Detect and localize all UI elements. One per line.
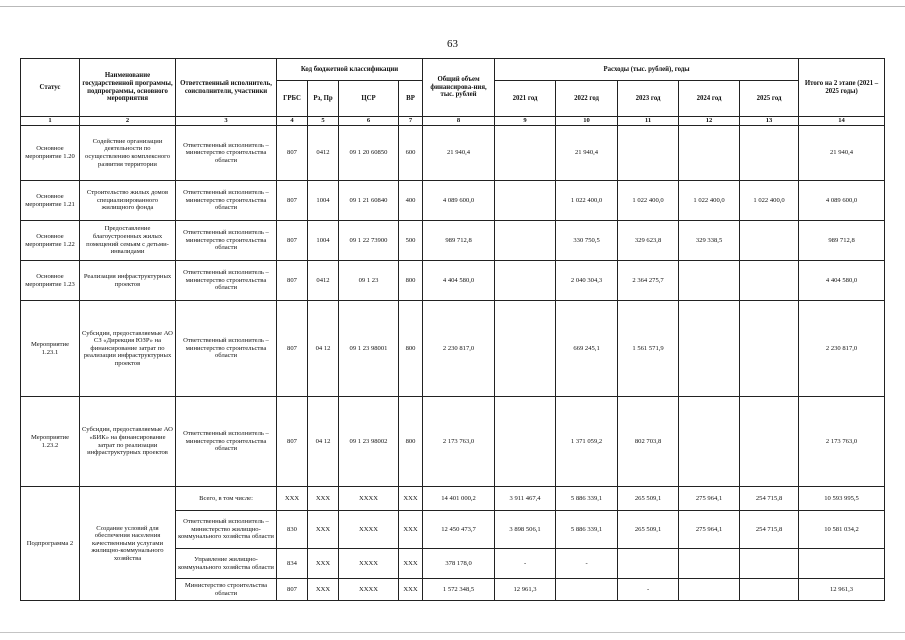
header-expenses: Расходы (тыс. рублей), годы (495, 59, 799, 81)
row-csr: XXXX (339, 511, 399, 549)
row-2023: - (618, 579, 679, 601)
row-2023: 1 561 571,9 (618, 301, 679, 397)
row-2022: 5 886 339,1 (556, 487, 618, 511)
row-vr: 800 (399, 261, 423, 301)
header-2023: 2023 год (618, 81, 679, 117)
row-grbs: 807 (277, 261, 308, 301)
budget-table (20, 58, 885, 601)
header-rzpr: Рз, Пр (308, 81, 339, 117)
row-total: 12 450 473,7 (423, 511, 495, 549)
col-number: 10 (556, 117, 618, 126)
row-total: 4 404 580,0 (423, 261, 495, 301)
row-responsible: Ответственный исполнитель – министерство строительства области (176, 261, 277, 301)
header-2025: 2025 год (740, 81, 799, 117)
row-responsible: Управление жилищно-коммунального хозяйства области (176, 549, 277, 579)
row-csr: XXXX (339, 549, 399, 579)
row-2021: 3 898 506,1 (495, 511, 556, 549)
row-2024: 275 964,1 (679, 511, 740, 549)
row-rzpr: 04 12 (308, 301, 339, 397)
row-vr: 500 (399, 221, 423, 261)
row-2024 (679, 397, 740, 487)
header-2024: 2024 год (679, 81, 740, 117)
row-2021 (495, 261, 556, 301)
row-2023: 1 022 400,0 (618, 181, 679, 221)
row-2024 (679, 261, 740, 301)
row-2021 (495, 397, 556, 487)
page-number: 63 (447, 38, 458, 50)
row-2022: 2 040 304,3 (556, 261, 618, 301)
row-grbs: 830 (277, 511, 308, 549)
col-number: 6 (339, 117, 399, 126)
row-2025 (740, 261, 799, 301)
row-name: Содействие организации деятельности по осуществлению комплексного развития территории (80, 126, 176, 181)
row-responsible: Ответственный исполнитель – министерство строительства области (176, 301, 277, 397)
row-total: 1 572 348,5 (423, 579, 495, 601)
row-csr: XXXX (339, 579, 399, 601)
col-number: 9 (495, 117, 556, 126)
row-itogo: 4 404 580,0 (799, 261, 885, 301)
row-rzpr: XXX (308, 549, 339, 579)
row-grbs: 807 (277, 181, 308, 221)
row-name: Реализация инфраструктурных проектов (80, 261, 176, 301)
col-number: 12 (679, 117, 740, 126)
row-2023: 265 509,1 (618, 511, 679, 549)
row-vr: XXX (399, 579, 423, 601)
header-name: Наименование государственной программы, подпрограммы, основного мероприятия (80, 59, 176, 117)
row-responsible: Ответственный исполнитель – министерство строительства области (176, 221, 277, 261)
row-status: Основное мероприятие 1.21 (21, 181, 80, 221)
row-total: 2 173 763,0 (423, 397, 495, 487)
row-vr: 800 (399, 397, 423, 487)
row-rzpr: 04 12 (308, 397, 339, 487)
row-itogo: 21 940,4 (799, 126, 885, 181)
col-number: 4 (277, 117, 308, 126)
row-rzpr: XXX (308, 579, 339, 601)
row-2025 (740, 397, 799, 487)
col-number: 7 (399, 117, 423, 126)
row-grbs: 834 (277, 549, 308, 579)
row-vr: XXX (399, 549, 423, 579)
row-vr: XXX (399, 511, 423, 549)
row-2022: 1 022 400,0 (556, 181, 618, 221)
header-total-volume: Общий объем финансирова-ния, тыс. рублей (423, 59, 495, 117)
header-itogo: Итого на 2 этапе (2021 – 2025 годы) (799, 59, 885, 117)
row-2021 (495, 221, 556, 261)
row-rzpr: 0412 (308, 261, 339, 301)
row-rzpr: XXX (308, 511, 339, 549)
row-2021: 3 911 467,4 (495, 487, 556, 511)
row-csr: 09 1 20 60850 (339, 126, 399, 181)
table-row (21, 301, 885, 397)
row-name: Субсидии, предоставляемые АО СЗ «Дирекция ЮЗР» на финансирование затрат по реализации инфраструктурных проектов (80, 301, 176, 397)
row-2023: 2 364 275,7 (618, 261, 679, 301)
row-2023: 802 703,8 (618, 397, 679, 487)
row-responsible: Министерство строительства области (176, 579, 277, 601)
row-csr: 09 1 23 (339, 261, 399, 301)
row-total: 4 089 600,0 (423, 181, 495, 221)
table-row (21, 126, 885, 181)
row-vr: 800 (399, 301, 423, 397)
row-responsible: Ответственный исполнитель – министерство жилищно-коммунального хозяйства области (176, 511, 277, 549)
col-number: 1 (21, 117, 80, 126)
row-itogo: 4 089 600,0 (799, 181, 885, 221)
row-2021 (495, 126, 556, 181)
row-2022: 330 750,5 (556, 221, 618, 261)
row-rzpr: 1004 (308, 221, 339, 261)
col-number: 14 (799, 117, 885, 126)
row-2025: 1 022 400,0 (740, 181, 799, 221)
table-row (21, 487, 885, 511)
row-status: Мероприятие 1.23.2 (21, 397, 80, 487)
row-grbs: 807 (277, 221, 308, 261)
row-itogo (799, 549, 885, 579)
row-2025: 254 715,8 (740, 487, 799, 511)
row-status: Основное мероприятие 1.22 (21, 221, 80, 261)
header-csr: ЦСР (339, 81, 399, 117)
col-number: 13 (740, 117, 799, 126)
row-2021: - (495, 549, 556, 579)
header-vr: ВР (399, 81, 423, 117)
header-grbs: ГРБС (277, 81, 308, 117)
table-row (21, 221, 885, 261)
row-2022: 21 940,4 (556, 126, 618, 181)
row-csr: 09 1 21 60840 (339, 181, 399, 221)
row-rzpr: XXX (308, 487, 339, 511)
row-2021 (495, 301, 556, 397)
row-2021 (495, 181, 556, 221)
column-number-row (21, 117, 885, 126)
row-2025: 254 715,8 (740, 511, 799, 549)
row-csr: 09 1 22 73900 (339, 221, 399, 261)
row-2024 (679, 126, 740, 181)
row-responsible: Ответственный исполнитель – министерство строительства области (176, 181, 277, 221)
row-2023: 265 509,1 (618, 487, 679, 511)
row-2024: 1 022 400,0 (679, 181, 740, 221)
row-2024 (679, 301, 740, 397)
row-vr: 400 (399, 181, 423, 221)
row-grbs: 807 (277, 579, 308, 601)
row-itogo: 989 712,8 (799, 221, 885, 261)
row-2024 (679, 579, 740, 601)
row-2023: 329 623,8 (618, 221, 679, 261)
row-total: 989 712,8 (423, 221, 495, 261)
bottom-rule (0, 632, 905, 633)
row-responsible: Всего, в том числе: (176, 487, 277, 511)
top-rule (0, 6, 905, 7)
row-itogo: 12 961,3 (799, 579, 885, 601)
row-2022: 669 245,1 (556, 301, 618, 397)
row-vr: 600 (399, 126, 423, 181)
row-rzpr: 1004 (308, 181, 339, 221)
row-itogo: 2 173 763,0 (799, 397, 885, 487)
row-total: 378 178,0 (423, 549, 495, 579)
row-2024 (679, 549, 740, 579)
row-2025 (740, 221, 799, 261)
header-2022: 2022 год (556, 81, 618, 117)
row-total: 14 401 000,2 (423, 487, 495, 511)
row-2022: - (556, 549, 618, 579)
row-responsible: Ответственный исполнитель – министерство строительства области (176, 397, 277, 487)
header-responsible: Ответственный исполнитель, соисполнители, участники (176, 59, 277, 117)
header-2021: 2021 год (495, 81, 556, 117)
row-2025 (740, 126, 799, 181)
row-vr: XXX (399, 487, 423, 511)
row-grbs: 807 (277, 397, 308, 487)
row-total: 21 940,4 (423, 126, 495, 181)
header-status: Статус (21, 59, 80, 117)
row-total: 2 230 817,0 (423, 301, 495, 397)
subprogram-status: Подпрограмма 2 (21, 487, 80, 601)
header-budget-code: Код бюджетной классификации (277, 59, 423, 81)
row-responsible: Ответственный исполнитель – министерство строительства области (176, 126, 277, 181)
row-grbs: 807 (277, 126, 308, 181)
row-2025 (740, 579, 799, 601)
table-row (21, 181, 885, 221)
row-grbs: XXX (277, 487, 308, 511)
col-number: 5 (308, 117, 339, 126)
table-row (21, 261, 885, 301)
row-itogo: 10 593 995,5 (799, 487, 885, 511)
row-2024: 275 964,1 (679, 487, 740, 511)
row-name: Строительство жилых домов специализированного жилищного фонда (80, 181, 176, 221)
row-2022 (556, 579, 618, 601)
row-itogo: 10 581 034,2 (799, 511, 885, 549)
col-number: 8 (423, 117, 495, 126)
row-2022: 5 886 339,1 (556, 511, 618, 549)
col-number: 11 (618, 117, 679, 126)
subprogram-name: Создание условий для обеспечения населения качественными услугами жилищно-коммунального хозяйства (80, 487, 176, 601)
row-name: Предоставление благоустроенных жилых помещений семьям с детьми-инвалидами (80, 221, 176, 261)
col-number: 3 (176, 117, 277, 126)
row-status: Мероприятие 1.23.1 (21, 301, 80, 397)
row-csr: 09 1 23 98001 (339, 301, 399, 397)
row-2024: 329 338,5 (679, 221, 740, 261)
row-grbs: 807 (277, 301, 308, 397)
row-rzpr: 0412 (308, 126, 339, 181)
row-csr: 09 1 23 98002 (339, 397, 399, 487)
row-status: Основное мероприятие 1.20 (21, 126, 80, 181)
col-number: 2 (80, 117, 176, 126)
row-status: Основное мероприятие 1.23 (21, 261, 80, 301)
row-itogo: 2 230 817,0 (799, 301, 885, 397)
row-2023 (618, 549, 679, 579)
row-2023 (618, 126, 679, 181)
row-2021: 12 961,3 (495, 579, 556, 601)
table-row (21, 397, 885, 487)
row-2022: 1 371 059,2 (556, 397, 618, 487)
row-2025 (740, 301, 799, 397)
row-name: Субсидии, предоставляемые АО «БИК» на финансирование затрат по реализации инфраструктурных проектов (80, 397, 176, 487)
row-2025 (740, 549, 799, 579)
row-csr: XXXX (339, 487, 399, 511)
